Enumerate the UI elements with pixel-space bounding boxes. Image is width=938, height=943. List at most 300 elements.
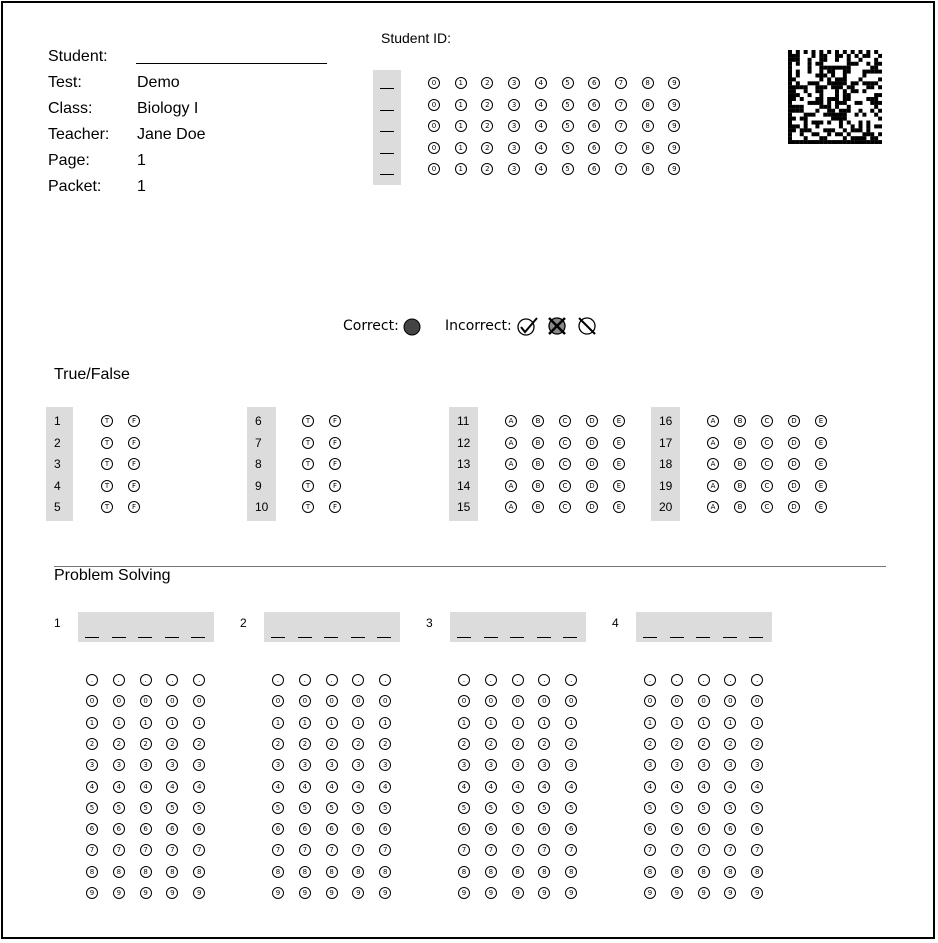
- answer-bubble[interactable]: C: [761, 480, 773, 492]
- grid-bubble[interactable]: 9: [671, 887, 683, 899]
- grid-bubble[interactable]: 5: [538, 802, 550, 814]
- grid-bubble[interactable]: 2: [272, 738, 284, 750]
- grid-bubble[interactable]: .: [113, 674, 125, 686]
- answer-bubble[interactable]: A: [707, 480, 719, 492]
- answer-bubble[interactable]: F: [329, 480, 341, 492]
- grid-bubble[interactable]: 8: [86, 866, 98, 878]
- student-id-bubble[interactable]: 7: [615, 163, 627, 175]
- answer-digit-blank[interactable]: [643, 637, 657, 638]
- answer-bubble[interactable]: E: [613, 480, 625, 492]
- answer-bubble[interactable]: D: [586, 415, 598, 427]
- grid-bubble[interactable]: 2: [644, 738, 656, 750]
- grid-bubble[interactable]: 6: [512, 823, 524, 835]
- student-id-bubble[interactable]: 3: [508, 77, 520, 89]
- answer-bubble[interactable]: C: [559, 458, 571, 470]
- grid-bubble[interactable]: 8: [538, 866, 550, 878]
- student-id-bubble[interactable]: 3: [508, 120, 520, 132]
- answer-digit-blank[interactable]: [191, 637, 205, 638]
- answer-bubble[interactable]: E: [815, 501, 827, 513]
- grid-bubble[interactable]: .: [538, 674, 550, 686]
- grid-bubble[interactable]: .: [299, 674, 311, 686]
- grid-bubble[interactable]: 2: [698, 738, 710, 750]
- answer-digit-blank[interactable]: [271, 637, 285, 638]
- grid-bubble[interactable]: 8: [140, 866, 152, 878]
- student-id-bubble[interactable]: 6: [588, 120, 600, 132]
- grid-bubble[interactable]: 1: [644, 717, 656, 729]
- grid-bubble[interactable]: 5: [379, 802, 391, 814]
- grid-bubble[interactable]: 5: [724, 802, 736, 814]
- grid-bubble[interactable]: 1: [671, 717, 683, 729]
- grid-bubble[interactable]: 7: [352, 844, 364, 856]
- answer-bubble[interactable]: T: [302, 415, 314, 427]
- grid-bubble[interactable]: .: [193, 674, 205, 686]
- answer-digit-blank[interactable]: [510, 637, 524, 638]
- student-id-bubble[interactable]: 1: [455, 77, 467, 89]
- grid-bubble[interactable]: 4: [538, 781, 550, 793]
- student-id-bubble[interactable]: 0: [428, 142, 440, 154]
- grid-bubble[interactable]: 4: [644, 781, 656, 793]
- student-id-bubble[interactable]: 8: [642, 77, 654, 89]
- grid-bubble[interactable]: 8: [512, 866, 524, 878]
- grid-bubble[interactable]: 6: [299, 823, 311, 835]
- grid-bubble[interactable]: 4: [565, 781, 577, 793]
- student-id-bubble[interactable]: 5: [562, 120, 574, 132]
- grid-bubble[interactable]: 9: [299, 887, 311, 899]
- student-id-bubble[interactable]: 3: [508, 142, 520, 154]
- grid-bubble[interactable]: 8: [751, 866, 763, 878]
- grid-bubble[interactable]: 9: [352, 887, 364, 899]
- grid-bubble[interactable]: .: [485, 674, 497, 686]
- student-id-bubble[interactable]: 3: [508, 99, 520, 111]
- student-id-bubble[interactable]: 2: [481, 163, 493, 175]
- grid-bubble[interactable]: 7: [671, 844, 683, 856]
- grid-bubble[interactable]: 9: [458, 887, 470, 899]
- grid-bubble[interactable]: 9: [538, 887, 550, 899]
- grid-bubble[interactable]: 9: [113, 887, 125, 899]
- grid-bubble[interactable]: 3: [485, 759, 497, 771]
- answer-bubble[interactable]: C: [559, 501, 571, 513]
- grid-bubble[interactable]: 0: [299, 695, 311, 707]
- answer-bubble[interactable]: E: [815, 480, 827, 492]
- student-id-bubble[interactable]: 0: [428, 99, 440, 111]
- grid-bubble[interactable]: 3: [86, 759, 98, 771]
- grid-bubble[interactable]: .: [272, 674, 284, 686]
- grid-bubble[interactable]: 2: [352, 738, 364, 750]
- grid-bubble[interactable]: 5: [512, 802, 524, 814]
- answer-bubble[interactable]: B: [532, 437, 544, 449]
- answer-bubble[interactable]: E: [815, 437, 827, 449]
- answer-bubble[interactable]: C: [761, 458, 773, 470]
- grid-bubble[interactable]: 3: [512, 759, 524, 771]
- grid-bubble[interactable]: 1: [512, 717, 524, 729]
- grid-bubble[interactable]: 5: [86, 802, 98, 814]
- answer-bubble[interactable]: C: [559, 480, 571, 492]
- grid-bubble[interactable]: 0: [485, 695, 497, 707]
- student-id-bubble[interactable]: 7: [615, 99, 627, 111]
- answer-bubble[interactable]: A: [505, 458, 517, 470]
- grid-bubble[interactable]: 6: [458, 823, 470, 835]
- grid-bubble[interactable]: 7: [193, 844, 205, 856]
- answer-bubble[interactable]: F: [329, 415, 341, 427]
- grid-bubble[interactable]: 0: [166, 695, 178, 707]
- answer-bubble[interactable]: B: [532, 480, 544, 492]
- grid-bubble[interactable]: 0: [751, 695, 763, 707]
- grid-bubble[interactable]: 9: [140, 887, 152, 899]
- grid-bubble[interactable]: 2: [458, 738, 470, 750]
- grid-bubble[interactable]: 1: [538, 717, 550, 729]
- grid-bubble[interactable]: 8: [352, 866, 364, 878]
- grid-bubble[interactable]: 8: [326, 866, 338, 878]
- grid-bubble[interactable]: 4: [352, 781, 364, 793]
- grid-bubble[interactable]: 8: [458, 866, 470, 878]
- grid-bubble[interactable]: 5: [458, 802, 470, 814]
- grid-bubble[interactable]: 2: [724, 738, 736, 750]
- answer-bubble[interactable]: B: [734, 480, 746, 492]
- answer-bubble[interactable]: A: [707, 458, 719, 470]
- answer-bubble[interactable]: C: [761, 415, 773, 427]
- grid-bubble[interactable]: 9: [326, 887, 338, 899]
- answer-bubble[interactable]: C: [761, 501, 773, 513]
- student-id-bubble[interactable]: 7: [615, 120, 627, 132]
- grid-bubble[interactable]: 0: [512, 695, 524, 707]
- student-id-bubble[interactable]: 6: [588, 99, 600, 111]
- grid-bubble[interactable]: 8: [644, 866, 656, 878]
- grid-bubble[interactable]: .: [644, 674, 656, 686]
- grid-bubble[interactable]: 0: [352, 695, 364, 707]
- grid-bubble[interactable]: .: [86, 674, 98, 686]
- grid-bubble[interactable]: 1: [86, 717, 98, 729]
- grid-bubble[interactable]: 3: [140, 759, 152, 771]
- grid-bubble[interactable]: 2: [299, 738, 311, 750]
- answer-bubble[interactable]: T: [302, 458, 314, 470]
- grid-bubble[interactable]: 3: [751, 759, 763, 771]
- grid-bubble[interactable]: 1: [326, 717, 338, 729]
- grid-bubble[interactable]: 5: [140, 802, 152, 814]
- grid-bubble[interactable]: 6: [565, 823, 577, 835]
- answer-bubble[interactable]: T: [101, 480, 113, 492]
- grid-bubble[interactable]: 9: [698, 887, 710, 899]
- grid-bubble[interactable]: 9: [86, 887, 98, 899]
- answer-digit-blank[interactable]: [165, 637, 179, 638]
- grid-bubble[interactable]: 7: [86, 844, 98, 856]
- student-id-bubble[interactable]: 5: [562, 142, 574, 154]
- student-id-bubble[interactable]: 7: [615, 77, 627, 89]
- grid-bubble[interactable]: 0: [113, 695, 125, 707]
- grid-bubble[interactable]: 1: [140, 717, 152, 729]
- grid-bubble[interactable]: 9: [485, 887, 497, 899]
- grid-bubble[interactable]: 8: [299, 866, 311, 878]
- grid-bubble[interactable]: 4: [113, 781, 125, 793]
- grid-bubble[interactable]: 1: [458, 717, 470, 729]
- grid-bubble[interactable]: 7: [299, 844, 311, 856]
- grid-bubble[interactable]: .: [724, 674, 736, 686]
- grid-bubble[interactable]: 4: [140, 781, 152, 793]
- grid-bubble[interactable]: 4: [458, 781, 470, 793]
- grid-bubble[interactable]: 4: [299, 781, 311, 793]
- grid-bubble[interactable]: 1: [272, 717, 284, 729]
- grid-bubble[interactable]: 7: [166, 844, 178, 856]
- student-id-bubble[interactable]: 4: [535, 142, 547, 154]
- grid-bubble[interactable]: 7: [698, 844, 710, 856]
- grid-bubble[interactable]: 3: [352, 759, 364, 771]
- grid-bubble[interactable]: 3: [166, 759, 178, 771]
- grid-bubble[interactable]: .: [751, 674, 763, 686]
- grid-bubble[interactable]: .: [166, 674, 178, 686]
- student-id-bubble[interactable]: 4: [535, 120, 547, 132]
- answer-bubble[interactable]: T: [302, 501, 314, 513]
- answer-bubble[interactable]: D: [788, 480, 800, 492]
- grid-bubble[interactable]: 1: [352, 717, 364, 729]
- grid-bubble[interactable]: 6: [671, 823, 683, 835]
- grid-bubble[interactable]: 3: [565, 759, 577, 771]
- grid-bubble[interactable]: 8: [379, 866, 391, 878]
- answer-digit-blank[interactable]: [324, 637, 338, 638]
- grid-bubble[interactable]: 0: [379, 695, 391, 707]
- grid-bubble[interactable]: 0: [272, 695, 284, 707]
- grid-bubble[interactable]: 5: [272, 802, 284, 814]
- answer-bubble[interactable]: F: [329, 501, 341, 513]
- grid-bubble[interactable]: 4: [86, 781, 98, 793]
- student-id-bubble[interactable]: 5: [562, 99, 574, 111]
- grid-bubble[interactable]: 4: [379, 781, 391, 793]
- grid-bubble[interactable]: 3: [644, 759, 656, 771]
- grid-bubble[interactable]: 7: [272, 844, 284, 856]
- grid-bubble[interactable]: 2: [379, 738, 391, 750]
- answer-bubble[interactable]: D: [788, 415, 800, 427]
- grid-bubble[interactable]: 9: [272, 887, 284, 899]
- answer-bubble[interactable]: E: [613, 501, 625, 513]
- answer-bubble[interactable]: B: [532, 458, 544, 470]
- student-id-bubble[interactable]: 2: [481, 142, 493, 154]
- grid-bubble[interactable]: .: [352, 674, 364, 686]
- answer-bubble[interactable]: F: [128, 458, 140, 470]
- answer-bubble[interactable]: F: [329, 437, 341, 449]
- grid-bubble[interactable]: 2: [166, 738, 178, 750]
- grid-bubble[interactable]: 9: [565, 887, 577, 899]
- student-name-line[interactable]: [136, 63, 327, 64]
- grid-bubble[interactable]: 7: [113, 844, 125, 856]
- answer-digit-blank[interactable]: [670, 637, 684, 638]
- student-id-bubble[interactable]: 1: [455, 120, 467, 132]
- grid-bubble[interactable]: 0: [326, 695, 338, 707]
- student-id-bubble[interactable]: 2: [481, 99, 493, 111]
- student-id-bubble[interactable]: 9: [668, 99, 680, 111]
- answer-bubble[interactable]: A: [505, 501, 517, 513]
- grid-bubble[interactable]: 0: [644, 695, 656, 707]
- grid-bubble[interactable]: .: [140, 674, 152, 686]
- grid-bubble[interactable]: 1: [113, 717, 125, 729]
- grid-bubble[interactable]: 8: [193, 866, 205, 878]
- student-id-bubble[interactable]: 8: [642, 163, 654, 175]
- answer-digit-blank[interactable]: [85, 637, 99, 638]
- grid-bubble[interactable]: 5: [485, 802, 497, 814]
- grid-bubble[interactable]: 2: [485, 738, 497, 750]
- student-id-bubble[interactable]: 9: [668, 163, 680, 175]
- grid-bubble[interactable]: 6: [379, 823, 391, 835]
- grid-bubble[interactable]: .: [458, 674, 470, 686]
- student-id-bubble[interactable]: 5: [562, 163, 574, 175]
- grid-bubble[interactable]: 9: [166, 887, 178, 899]
- grid-bubble[interactable]: 8: [485, 866, 497, 878]
- answer-bubble[interactable]: E: [613, 437, 625, 449]
- grid-bubble[interactable]: 1: [299, 717, 311, 729]
- grid-bubble[interactable]: 4: [512, 781, 524, 793]
- grid-bubble[interactable]: 6: [326, 823, 338, 835]
- answer-digit-blank[interactable]: [537, 637, 551, 638]
- grid-bubble[interactable]: 0: [140, 695, 152, 707]
- grid-bubble[interactable]: 5: [193, 802, 205, 814]
- grid-bubble[interactable]: 3: [272, 759, 284, 771]
- grid-bubble[interactable]: 2: [140, 738, 152, 750]
- grid-bubble[interactable]: 5: [113, 802, 125, 814]
- grid-bubble[interactable]: 9: [379, 887, 391, 899]
- grid-bubble[interactable]: 8: [698, 866, 710, 878]
- grid-bubble[interactable]: 1: [698, 717, 710, 729]
- grid-bubble[interactable]: 7: [724, 844, 736, 856]
- answer-digit-blank[interactable]: [484, 637, 498, 638]
- grid-bubble[interactable]: .: [698, 674, 710, 686]
- grid-bubble[interactable]: .: [379, 674, 391, 686]
- student-id-bubble[interactable]: 6: [588, 142, 600, 154]
- grid-bubble[interactable]: 2: [565, 738, 577, 750]
- student-id-bubble[interactable]: 8: [642, 120, 654, 132]
- grid-bubble[interactable]: 9: [751, 887, 763, 899]
- student-id-bubble[interactable]: 8: [642, 142, 654, 154]
- grid-bubble[interactable]: 8: [166, 866, 178, 878]
- grid-bubble[interactable]: 7: [458, 844, 470, 856]
- grid-bubble[interactable]: 4: [272, 781, 284, 793]
- answer-bubble[interactable]: E: [815, 458, 827, 470]
- grid-bubble[interactable]: 3: [379, 759, 391, 771]
- grid-bubble[interactable]: 0: [724, 695, 736, 707]
- grid-bubble[interactable]: 0: [458, 695, 470, 707]
- answer-bubble[interactable]: A: [505, 437, 517, 449]
- grid-bubble[interactable]: 9: [193, 887, 205, 899]
- grid-bubble[interactable]: 0: [565, 695, 577, 707]
- grid-bubble[interactable]: 0: [698, 695, 710, 707]
- answer-bubble[interactable]: T: [101, 437, 113, 449]
- student-id-bubble[interactable]: 5: [562, 77, 574, 89]
- student-id-bubble[interactable]: 0: [428, 77, 440, 89]
- grid-bubble[interactable]: 5: [166, 802, 178, 814]
- student-id-digit-blank[interactable]: [380, 174, 394, 175]
- answer-bubble[interactable]: A: [707, 501, 719, 513]
- grid-bubble[interactable]: 6: [86, 823, 98, 835]
- grid-bubble[interactable]: 1: [193, 717, 205, 729]
- answer-bubble[interactable]: E: [815, 415, 827, 427]
- answer-bubble[interactable]: B: [734, 458, 746, 470]
- grid-bubble[interactable]: 0: [538, 695, 550, 707]
- grid-bubble[interactable]: 5: [326, 802, 338, 814]
- student-id-bubble[interactable]: 0: [428, 163, 440, 175]
- student-id-bubble[interactable]: 9: [668, 120, 680, 132]
- grid-bubble[interactable]: 6: [751, 823, 763, 835]
- answer-bubble[interactable]: D: [586, 437, 598, 449]
- grid-bubble[interactable]: 7: [326, 844, 338, 856]
- answer-digit-blank[interactable]: [563, 637, 577, 638]
- answer-bubble[interactable]: E: [613, 415, 625, 427]
- answer-bubble[interactable]: A: [707, 415, 719, 427]
- grid-bubble[interactable]: 8: [671, 866, 683, 878]
- grid-bubble[interactable]: 4: [193, 781, 205, 793]
- grid-bubble[interactable]: 3: [538, 759, 550, 771]
- grid-bubble[interactable]: 5: [352, 802, 364, 814]
- answer-bubble[interactable]: D: [788, 458, 800, 470]
- answer-bubble[interactable]: C: [559, 415, 571, 427]
- student-id-bubble[interactable]: 7: [615, 142, 627, 154]
- student-id-bubble[interactable]: 1: [455, 142, 467, 154]
- grid-bubble[interactable]: 3: [326, 759, 338, 771]
- grid-bubble[interactable]: 3: [724, 759, 736, 771]
- answer-bubble[interactable]: F: [329, 458, 341, 470]
- answer-bubble[interactable]: B: [532, 501, 544, 513]
- grid-bubble[interactable]: 6: [644, 823, 656, 835]
- grid-bubble[interactable]: 2: [193, 738, 205, 750]
- grid-bubble[interactable]: 6: [272, 823, 284, 835]
- student-id-bubble[interactable]: 2: [481, 120, 493, 132]
- grid-bubble[interactable]: 2: [671, 738, 683, 750]
- grid-bubble[interactable]: 8: [113, 866, 125, 878]
- answer-digit-blank[interactable]: [138, 637, 152, 638]
- grid-bubble[interactable]: 1: [166, 717, 178, 729]
- grid-bubble[interactable]: 6: [485, 823, 497, 835]
- answer-bubble[interactable]: D: [788, 437, 800, 449]
- grid-bubble[interactable]: 7: [512, 844, 524, 856]
- answer-bubble[interactable]: B: [734, 437, 746, 449]
- grid-bubble[interactable]: 3: [299, 759, 311, 771]
- student-id-bubble[interactable]: 3: [508, 163, 520, 175]
- grid-bubble[interactable]: 0: [86, 695, 98, 707]
- grid-bubble[interactable]: 2: [326, 738, 338, 750]
- answer-bubble[interactable]: B: [734, 415, 746, 427]
- answer-bubble[interactable]: B: [532, 415, 544, 427]
- grid-bubble[interactable]: 4: [166, 781, 178, 793]
- answer-bubble[interactable]: F: [128, 415, 140, 427]
- grid-bubble[interactable]: 9: [724, 887, 736, 899]
- answer-bubble[interactable]: T: [101, 458, 113, 470]
- grid-bubble[interactable]: 4: [485, 781, 497, 793]
- grid-bubble[interactable]: 2: [86, 738, 98, 750]
- grid-bubble[interactable]: 8: [724, 866, 736, 878]
- answer-digit-blank[interactable]: [112, 637, 126, 638]
- grid-bubble[interactable]: 0: [671, 695, 683, 707]
- grid-bubble[interactable]: 6: [538, 823, 550, 835]
- grid-bubble[interactable]: 9: [644, 887, 656, 899]
- grid-bubble[interactable]: .: [565, 674, 577, 686]
- grid-bubble[interactable]: 6: [724, 823, 736, 835]
- grid-bubble[interactable]: 5: [698, 802, 710, 814]
- student-id-bubble[interactable]: 4: [535, 77, 547, 89]
- answer-bubble[interactable]: F: [128, 437, 140, 449]
- grid-bubble[interactable]: 7: [644, 844, 656, 856]
- grid-bubble[interactable]: 7: [538, 844, 550, 856]
- student-id-bubble[interactable]: 0: [428, 120, 440, 132]
- student-id-bubble[interactable]: 1: [455, 163, 467, 175]
- grid-bubble[interactable]: 8: [565, 866, 577, 878]
- answer-bubble[interactable]: A: [505, 480, 517, 492]
- answer-bubble[interactable]: D: [586, 480, 598, 492]
- student-id-digit-blank[interactable]: [380, 153, 394, 154]
- grid-bubble[interactable]: 3: [193, 759, 205, 771]
- grid-bubble[interactable]: 4: [751, 781, 763, 793]
- student-id-bubble[interactable]: 2: [481, 77, 493, 89]
- grid-bubble[interactable]: 1: [565, 717, 577, 729]
- student-id-bubble[interactable]: 6: [588, 77, 600, 89]
- answer-digit-blank[interactable]: [723, 637, 737, 638]
- grid-bubble[interactable]: 6: [140, 823, 152, 835]
- answer-digit-blank[interactable]: [749, 637, 763, 638]
- answer-bubble[interactable]: F: [128, 501, 140, 513]
